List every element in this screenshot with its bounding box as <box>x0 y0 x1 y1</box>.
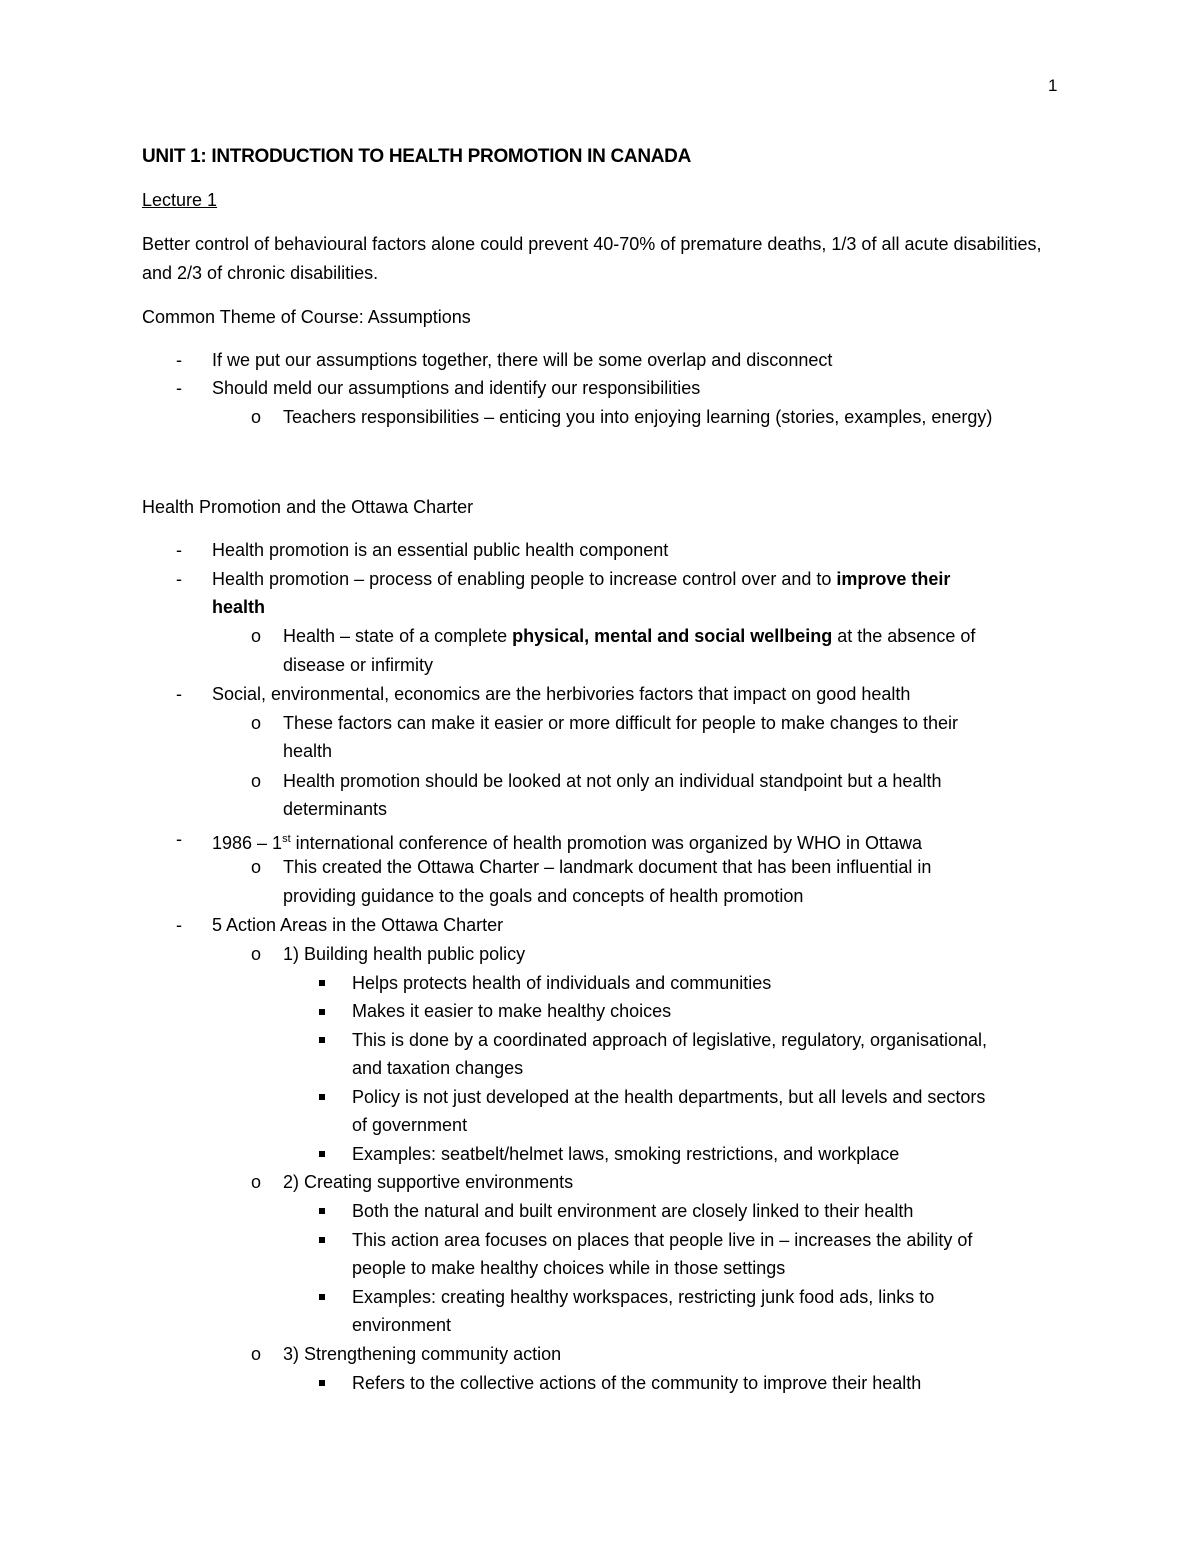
square-bullet-icon <box>319 1208 325 1214</box>
dash-marker: - <box>176 540 182 560</box>
circle-marker: o <box>251 771 262 791</box>
action-area-1: 1) Building health public policy <box>283 944 526 964</box>
ottawa-heading: Health Promotion and the Ottawa Charter <box>142 497 474 517</box>
dash-marker: - <box>176 829 182 849</box>
area3-item-1: Refers to the collective actions of the community to improve their health <box>352 1373 922 1393</box>
square-bullet-icon <box>319 1151 325 1157</box>
ottawa-bullet-3: Social, environmental, economics are the herbivories factors that impact on good health <box>212 684 911 704</box>
square-bullet-icon <box>319 1294 325 1300</box>
page-number: 1 <box>1048 76 1058 95</box>
circle-marker: o <box>251 944 262 964</box>
square-bullet-icon <box>319 1037 325 1043</box>
area1-item-2: Makes it easier to make healthy choices <box>352 1001 672 1021</box>
circle-marker: o <box>251 407 262 427</box>
area1-item-5: Examples: seatbelt/helmet laws, smoking restrictions, and workplace <box>352 1144 900 1164</box>
health-definition-continued: disease or infirmity <box>283 655 434 675</box>
square-bullet-icon <box>319 1094 325 1100</box>
square-bullet-icon <box>319 1009 325 1015</box>
assumptions-heading: Common Theme of Course: Assumptions <box>142 307 471 327</box>
standpoint-sub-bullet: Health promotion should be looked at not only an individual standpoint but a health <box>283 771 942 791</box>
ottawa-bullet-2: Health promotion – process of enabling people to increase control over and to improve their <box>212 569 951 589</box>
action-area-2: 2) Creating supportive environments <box>283 1172 574 1192</box>
dash-marker: - <box>176 350 182 370</box>
area2-item-2: This action area focuses on places that people live in – increases the ability of <box>352 1230 973 1250</box>
ottawa-bullet-5: 5 Action Areas in the Ottawa Charter <box>212 915 504 935</box>
intro-paragraph: Better control of behavioural factors alone could prevent 40-70% of premature deaths, 1/3 of all acute disabilities, and 2/3 of chronic disabilities. <box>142 234 1042 283</box>
circle-marker: o <box>251 713 262 733</box>
assumption-sub-bullet: Teachers responsibilities – enticing you into enjoying learning (stories, examples, energy) <box>283 407 993 427</box>
ottawa-bullet-2-continued: health <box>212 597 266 617</box>
dash-marker: - <box>176 915 182 935</box>
assumption-bullet-1: If we put our assumptions together, there will be some overlap and disconnect <box>212 350 833 370</box>
factors-sub-bullet-continued: health <box>283 741 333 761</box>
area2-item-2-continued: people to make healthy choices while in those settings <box>352 1258 786 1278</box>
circle-marker: o <box>251 1172 262 1192</box>
circle-marker: o <box>251 626 262 646</box>
charter-sub-bullet-continued: providing guidance to the goals and concepts of health promotion <box>283 886 804 906</box>
area1-item-4: Policy is not just developed at the health departments, but all levels and sectors <box>352 1087 986 1107</box>
square-bullet-icon <box>319 980 325 986</box>
health-definition: Health – state of a complete physical, mental and social wellbeing at the absence of <box>283 626 976 646</box>
area2-item-3: Examples: creating healthy workspaces, restricting junk food ads, links to <box>352 1287 935 1307</box>
dash-marker: - <box>176 378 182 398</box>
standpoint-sub-bullet-continued: determinants <box>283 799 388 819</box>
dash-marker: - <box>176 684 182 704</box>
area1-item-1: Helps protects health of individuals and communities <box>352 973 772 993</box>
area1-item-4-continued: of government <box>352 1115 468 1135</box>
circle-marker: o <box>251 1344 262 1364</box>
area1-item-3: This is done by a coordinated approach of legislative, regulatory, organisational, <box>352 1030 988 1050</box>
square-bullet-icon <box>319 1237 325 1243</box>
action-area-3: 3) Strengthening community action <box>283 1344 562 1364</box>
ottawa-bullet-1: Health promotion is an essential public health component <box>212 540 669 560</box>
unit-title: UNIT 1: INTRODUCTION TO HEALTH PROMOTION IN CANADA <box>142 146 691 167</box>
square-bullet-icon <box>319 1380 325 1386</box>
area2-item-3-continued: environment <box>352 1315 452 1335</box>
assumption-bullet-2: Should meld our assumptions and identify our responsibilities <box>212 378 701 398</box>
charter-sub-bullet: This created the Ottawa Charter – landmark document that has been influential in <box>283 857 932 877</box>
area1-item-3-continued: and taxation changes <box>352 1058 524 1078</box>
factors-sub-bullet: These factors can make it easier or more difficult for people to make changes to their <box>283 713 958 733</box>
circle-marker: o <box>251 857 262 877</box>
ottawa-bullet-4: 1986 – 1st international conference of health promotion was organized by WHO in Ottawa <box>212 833 922 853</box>
dash-marker: - <box>176 569 182 589</box>
lecture-heading: Lecture 1 <box>142 190 218 210</box>
area2-item-1: Both the natural and built environment are closely linked to their health <box>352 1201 914 1221</box>
